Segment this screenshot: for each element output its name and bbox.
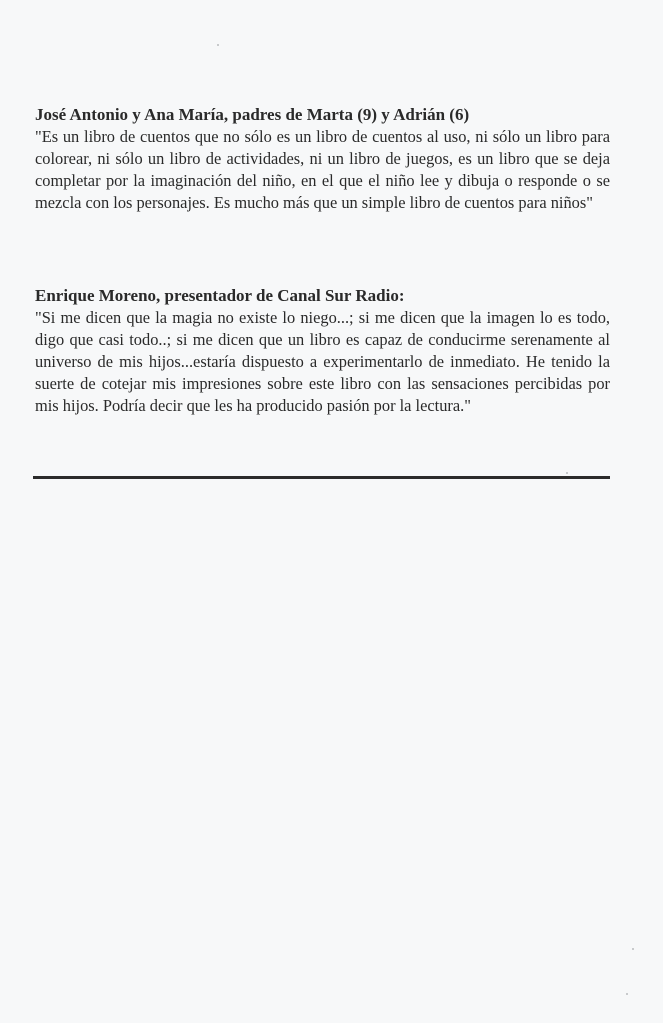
testimonial-author: Enrique Moreno, presentador de Canal Sur Radio: [35, 286, 405, 305]
testimonial-parents [35, 104, 610, 214]
paper-speck [632, 948, 634, 950]
testimonial-author: José Antonio y Ana María, padres de Marta (9) y Adrián (6) [35, 105, 470, 124]
testimonial-quote: "Es un libro de cuentos que no sólo es un libro de cuentos al uso, ni sólo un libro para colorear, ni sólo un libro de actividades, ni un libro de juegos, es un libro que se deja completar por la imaginación del niño, en el que el niño lee y dibuja o responde o se mezcla con los personajes. Es mucho más que un simple libro de cuentos para niños" [35, 127, 610, 212]
paper-speck [566, 472, 568, 474]
paper-speck [217, 44, 219, 46]
paper-speck [626, 993, 628, 995]
testimonial-quote: "Si me dicen que la magia no existe lo niego...; si me dicen que la imagen lo es todo, digo que casi todo..; si me dicen que un libro es capaz de conducirme serenamente al universo de mis hijos...estaría dispuesto a experimentarlo de inmediato. He tenido la suerte de cotejar mis impresiones sobre este libro con las sensaciones percibidas por mis hijos. Podría decir que les ha producido pasión por la lectura." [35, 308, 610, 415]
testimonial-radio-host [35, 285, 610, 417]
horizontal-divider [33, 476, 610, 479]
